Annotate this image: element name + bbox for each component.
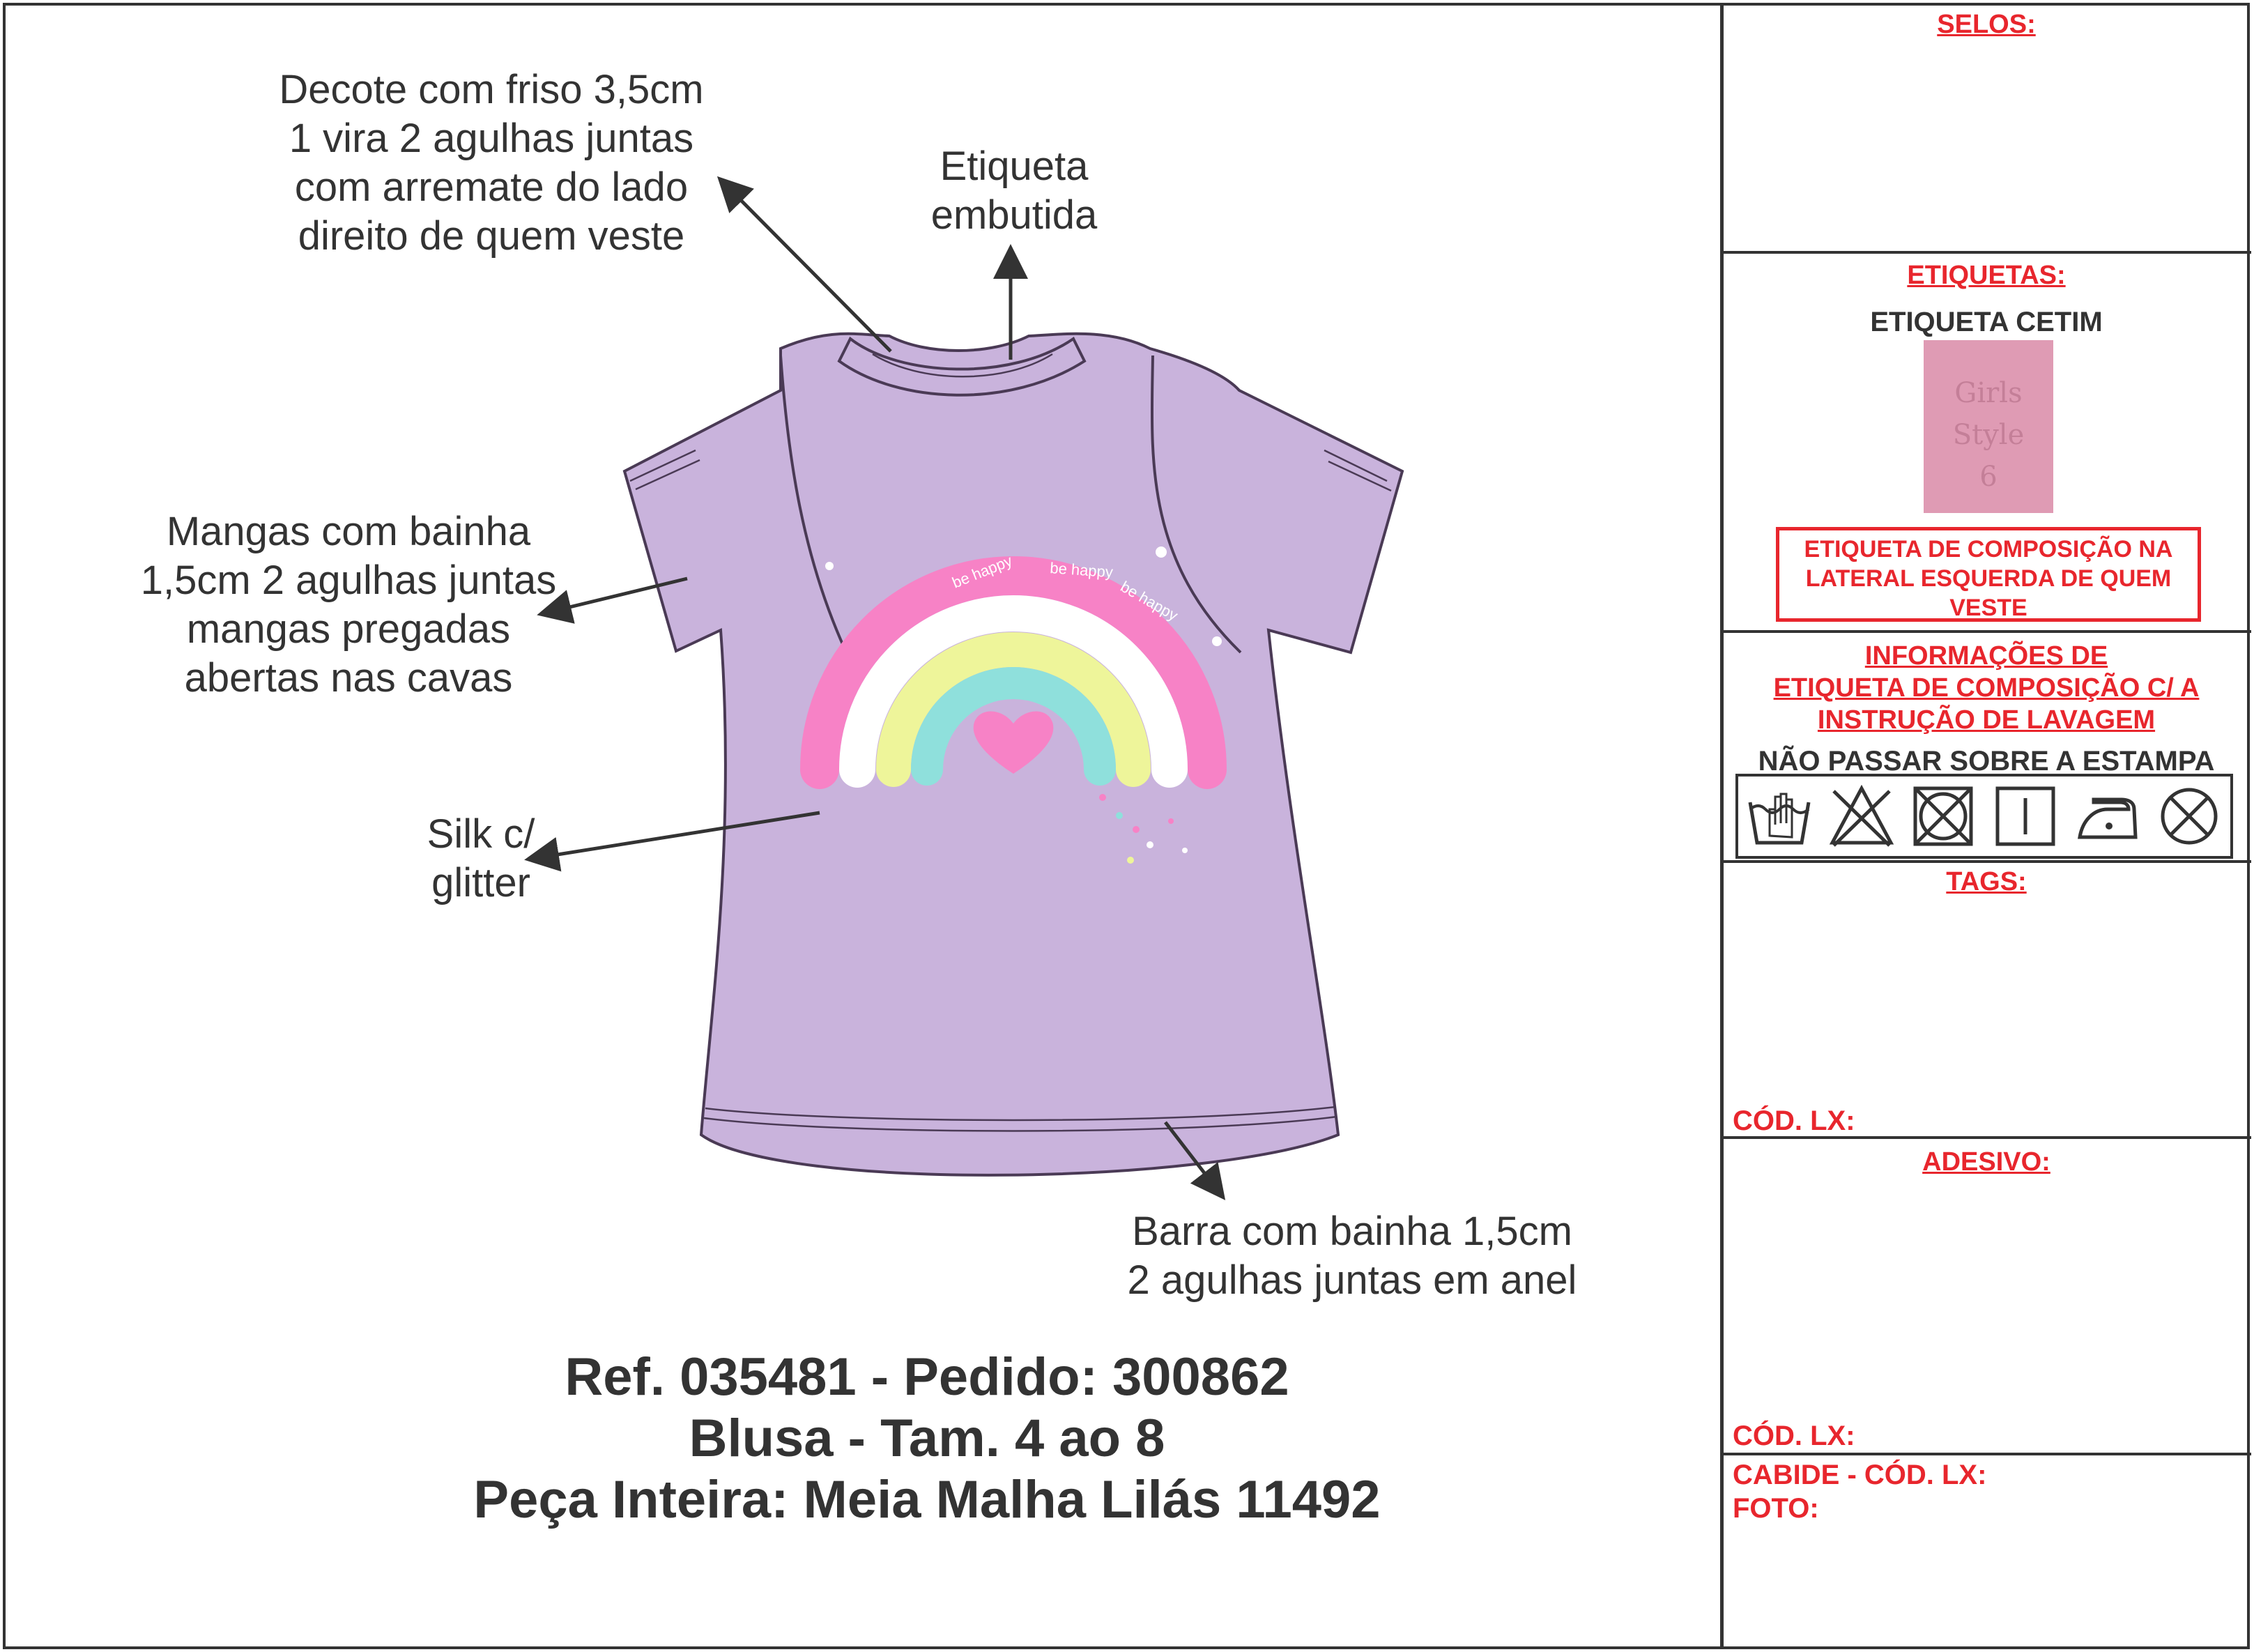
tags-code: CÓD. LX: xyxy=(1733,1106,1855,1136)
reference-line-2: Blusa - Tam. 4 ao 8 xyxy=(689,1409,1165,1468)
rainbow-text: be happy xyxy=(1117,577,1181,625)
no-dry-clean-icon xyxy=(2148,777,2230,856)
no-bleach-icon xyxy=(1820,777,1903,856)
reference-line-1: Ref. 035481 - Pedido: 300862 xyxy=(565,1347,1289,1407)
care-symbols xyxy=(1735,774,2233,859)
rainbow-text: be happy xyxy=(949,551,1015,592)
satin-label-image: Girls Style 6 xyxy=(1924,340,2053,513)
annotation-hem: Barra com bainha 1,5cm 2 agulhas juntas em anel xyxy=(1127,1209,1577,1303)
divider-etiquetas xyxy=(1722,630,2251,633)
tags-title: TAGS: xyxy=(1946,867,2027,896)
composition-note: ETIQUETA DE COMPOSIÇÃO NA LATERAL ESQUERDA DE QUEM VESTE xyxy=(1776,527,2201,622)
etiqueta-cetim: ETIQUETA CETIM xyxy=(1870,307,2103,337)
annotation-print: Silk c/ glitter xyxy=(427,811,535,905)
iron-low-icon xyxy=(2067,777,2149,856)
foto-label: FOTO: xyxy=(1733,1493,1819,1524)
etiquetas-title: ETIQUETAS: xyxy=(1907,261,2066,290)
selos-title: SELOS: xyxy=(1937,10,2036,39)
divider-selos xyxy=(1722,251,2251,254)
annotation-neckline: Decote com friso 3,5cm 1 vira 2 agulhas juntas com arremate do lado direito de quem veste xyxy=(279,67,704,259)
info-title: INFORMAÇÕES DE ETIQUETA DE COMPOSIÇÃO C/ A INSTRUÇÃO DE LAVAGEM xyxy=(1773,641,2200,735)
divider-info xyxy=(1722,860,2251,863)
adesivo-title: ADESIVO: xyxy=(1922,1147,2050,1177)
no-iron-print-note: NÃO PASSAR SOBRE A ESTAMPA xyxy=(1758,746,2215,777)
hand-wash-icon xyxy=(1738,777,1820,856)
annotation-sleeves: Mangas com bainha 1,5cm 2 agulhas juntas mangas pregadas abertas nas cavas xyxy=(140,509,557,701)
reference-line-3: Peça Inteira: Meia Malha Lilás 11492 xyxy=(473,1470,1381,1529)
rainbow-text: be happy xyxy=(1049,559,1114,581)
no-tumble-dry-icon xyxy=(1902,777,1984,856)
annotation-label: Etiqueta embutida xyxy=(930,144,1098,238)
adesivo-code: CÓD. LX: xyxy=(1733,1421,1855,1451)
cabide-code: CABIDE - CÓD. LX: xyxy=(1733,1460,1987,1490)
divider-adesivo xyxy=(1722,1453,2251,1455)
line-dry-icon xyxy=(1984,777,2067,856)
panel-divider xyxy=(1720,3,1724,1649)
